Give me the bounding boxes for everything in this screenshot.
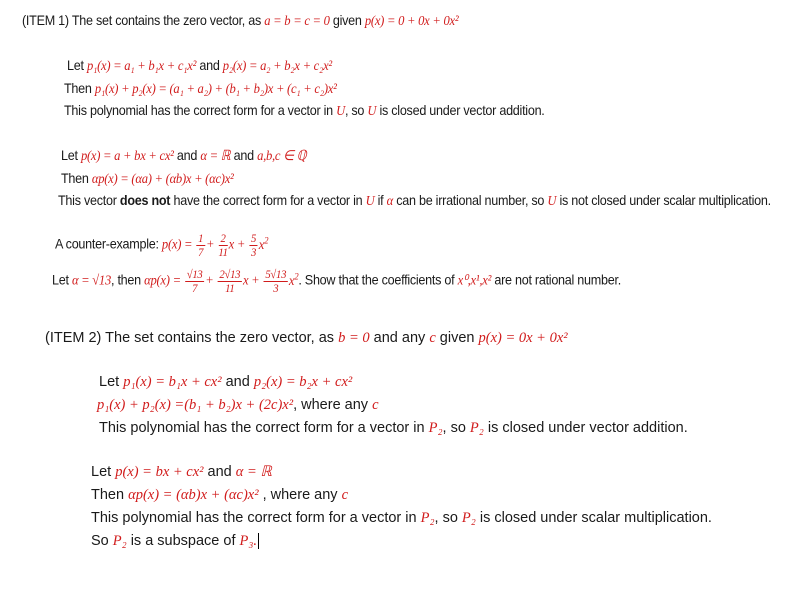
item1-ce2-frac1: $\frac{√13}{7}$ — [186, 267, 203, 295]
item2-add-closed-b: , so — [442, 420, 470, 436]
item2-add-and: and — [221, 374, 254, 390]
item2-sub-a: So — [91, 533, 113, 549]
item1-add-p1: p₁(x) = a₁ + b₁x + c₁x² — [86, 59, 197, 74]
item2-add-closed-line — [99, 420, 688, 437]
item1-ce2-show-b: are not rational number. — [491, 271, 621, 288]
item2-add-sum-line — [97, 397, 379, 414]
item1-add-let-line — [67, 57, 332, 75]
item2-zero-math-c: c — [429, 330, 436, 346]
item1-add-let: Let — [67, 57, 87, 73]
item1-add-closed-b: , so — [344, 102, 368, 118]
item1-set-u: U — [336, 104, 345, 119]
item1-scal-and2: and — [230, 147, 258, 163]
item1-ce2-let: Let — [52, 271, 72, 288]
item2-scal-closed-line — [91, 510, 712, 527]
item1-set-u: U — [547, 194, 557, 209]
item2-add-p1: p₁(x) = b₁x + cx² — [123, 374, 222, 390]
item2-add-closed-a: This polynomial has the correct form for a vector in — [99, 420, 429, 436]
item2-add-where: , where any — [293, 397, 373, 413]
item2-scal-let: Let — [91, 464, 116, 480]
item1-scal-then-line — [61, 170, 234, 188]
item1-zero-math-b: p(x) = 0 + 0x + 0x² — [364, 14, 459, 29]
item2-scal-ap: αp(x) = (αb)x + (αc)x² — [128, 487, 259, 503]
item2-set-p2: P₂ — [112, 533, 127, 549]
item2-zero-text-c: given — [435, 330, 479, 346]
item1-counterexample-line: A counter-example: p(x) = $\frac{1}{7}$ + $\frac{2}{11}$ x + $\frac{5}{3}$ $x^2$ — [55, 231, 269, 259]
item2-scal-then: Then — [91, 487, 129, 503]
item1-add-closed-line — [64, 102, 545, 120]
item1-zero-line — [22, 12, 458, 30]
item1-scal-let-line — [61, 147, 306, 165]
item1-add-p2: p₂(x) = a₂ + b₂x + c₂x² — [222, 59, 332, 74]
item1-add-sum: p₁(x) + p₂(x) = (a₁ + a₂) + (b₁ + b₂)x + (c₁ + c₂)x² — [94, 82, 337, 97]
item1-add-then: Then — [64, 80, 95, 96]
item1-ce-frac3: $\frac{5}{3}$ — [251, 231, 257, 259]
item1-ce2-then: , then — [110, 271, 145, 288]
item1-zero-text-a: (ITEM 1) The set contains the zero vector, as — [22, 12, 265, 28]
item2-set-p3: P₃ — [239, 533, 254, 549]
item1-ce2-alpha: α = √13 — [71, 273, 111, 289]
item2-sub-b: is a subspace of — [126, 533, 240, 549]
item1-counterexample2-line: Let α = √13, then αp(x) = $\frac{√13}{7}$ + $\frac{2√13}{11}$ x + $\frac{5√13}{3}$ $x^2$. Show that the coefficients of x⁰,x¹,x² are not rational number. — [52, 267, 621, 295]
item1-scal-claim-line — [58, 192, 771, 210]
item1-scal-claim-bold: does not — [119, 192, 171, 208]
item2-zero-text-b: and any — [369, 330, 430, 346]
item2-set-p2: P₂ — [461, 510, 476, 526]
item1-ce-frac1: $\frac{1}{7}$ — [198, 231, 204, 259]
item2-add-sum: p₁(x) + p₂(x) =(b₁ + b₂)x + (2c)x² — [97, 397, 294, 413]
item1-scal-claim-b: have the correct form for a vector in — [170, 192, 366, 208]
item1-scal-claim-a: This vector — [58, 192, 120, 208]
item1-scal-ap: αp(x) = (αa) + (αb)x + (αc)x² — [91, 172, 234, 187]
item1-add-then-line — [64, 80, 337, 98]
item2-add-let-line — [99, 374, 352, 391]
item1-zero-math-a: a = b = c = 0 — [264, 14, 330, 29]
item1-scal-p: p(x) = a + bx + cx² — [80, 149, 174, 164]
item2-scal-alpha: α = ℝ — [235, 464, 272, 480]
item1-scal-and1: and — [173, 147, 201, 163]
item1-scal-abc: a,b,c ∈ ℚ — [257, 149, 307, 164]
item2-scal-p: p(x) = bx + cx² — [115, 464, 204, 480]
item1-scal-claim-c: if — [374, 192, 387, 208]
item1-ce2-show-a: . Show that the coefficients of — [298, 271, 458, 288]
item2-add-c: c — [372, 397, 379, 413]
item1-ce-p: p(x) = — [161, 237, 193, 253]
item2-scal-closed-b: , so — [434, 510, 462, 526]
item1-ce2-pows: x⁰,x¹,x² — [457, 273, 492, 289]
item2-scal-closed-a: This polynomial has the correct form for a vector in — [91, 510, 421, 526]
item2-zero-text-a: (ITEM 2) The set contains the zero vector, as — [45, 330, 339, 346]
text-cursor — [258, 533, 259, 549]
item2-zero-math-a: b = 0 — [338, 330, 370, 346]
item1-ce2-frac2: $\frac{2√13}{11}$ — [219, 267, 241, 295]
item1-add-closed-a: This polynomial has the correct form for a vector in — [64, 102, 337, 118]
item2-scal-where: , where any — [258, 487, 342, 503]
item2-zero-math-b: p(x) = 0x + 0x² — [478, 330, 568, 346]
item1-scal-claim-d: can be irrational number, so — [393, 192, 548, 208]
item2-add-closed-c: is closed under vector addition. — [483, 420, 688, 436]
item1-ce-frac2: $\frac{2}{11}$ — [218, 231, 228, 259]
item2-scal-then-line — [91, 487, 348, 504]
item1-scal-claim-e: is not closed under scalar multiplication. — [556, 192, 771, 208]
item1-scal-claim-alpha: α — [386, 194, 394, 209]
item2-scal-closed-c: is closed under scalar multiplication. — [475, 510, 712, 526]
item1-scal-let: Let — [61, 147, 81, 163]
item1-set-u: U — [367, 104, 377, 119]
item2-set-p2: P₂ — [428, 420, 443, 436]
item1-ce2-frac3: $\frac{5√13}{3}$ — [265, 267, 287, 295]
item1-scal-then: Then — [61, 170, 92, 186]
item1-ce2-ap: αp(x) = — [144, 273, 181, 289]
item1-add-closed-c: is closed under vector addition. — [376, 102, 545, 118]
item2-add-let: Let — [99, 374, 124, 390]
item2-scal-c: c — [341, 487, 349, 503]
item1-zero-text-b: given — [329, 12, 365, 28]
item2-set-p2: P₂ — [420, 510, 435, 526]
item1-ce-label: A counter-example: — [55, 235, 162, 252]
item2-scal-and: and — [203, 464, 236, 480]
item2-zero-line — [45, 330, 568, 347]
item1-add-and: and — [196, 57, 223, 73]
item1-set-u: U — [365, 194, 375, 209]
item2-scal-let-line — [91, 464, 272, 481]
item2-set-p2: P₂ — [469, 420, 484, 436]
item2-add-p2: p₂(x) = b₂x + cx² — [253, 374, 353, 390]
item1-scal-alpha: α = ℝ — [200, 149, 231, 164]
item2-sub-end: . — [253, 533, 258, 549]
item2-subspace-line — [91, 533, 259, 550]
